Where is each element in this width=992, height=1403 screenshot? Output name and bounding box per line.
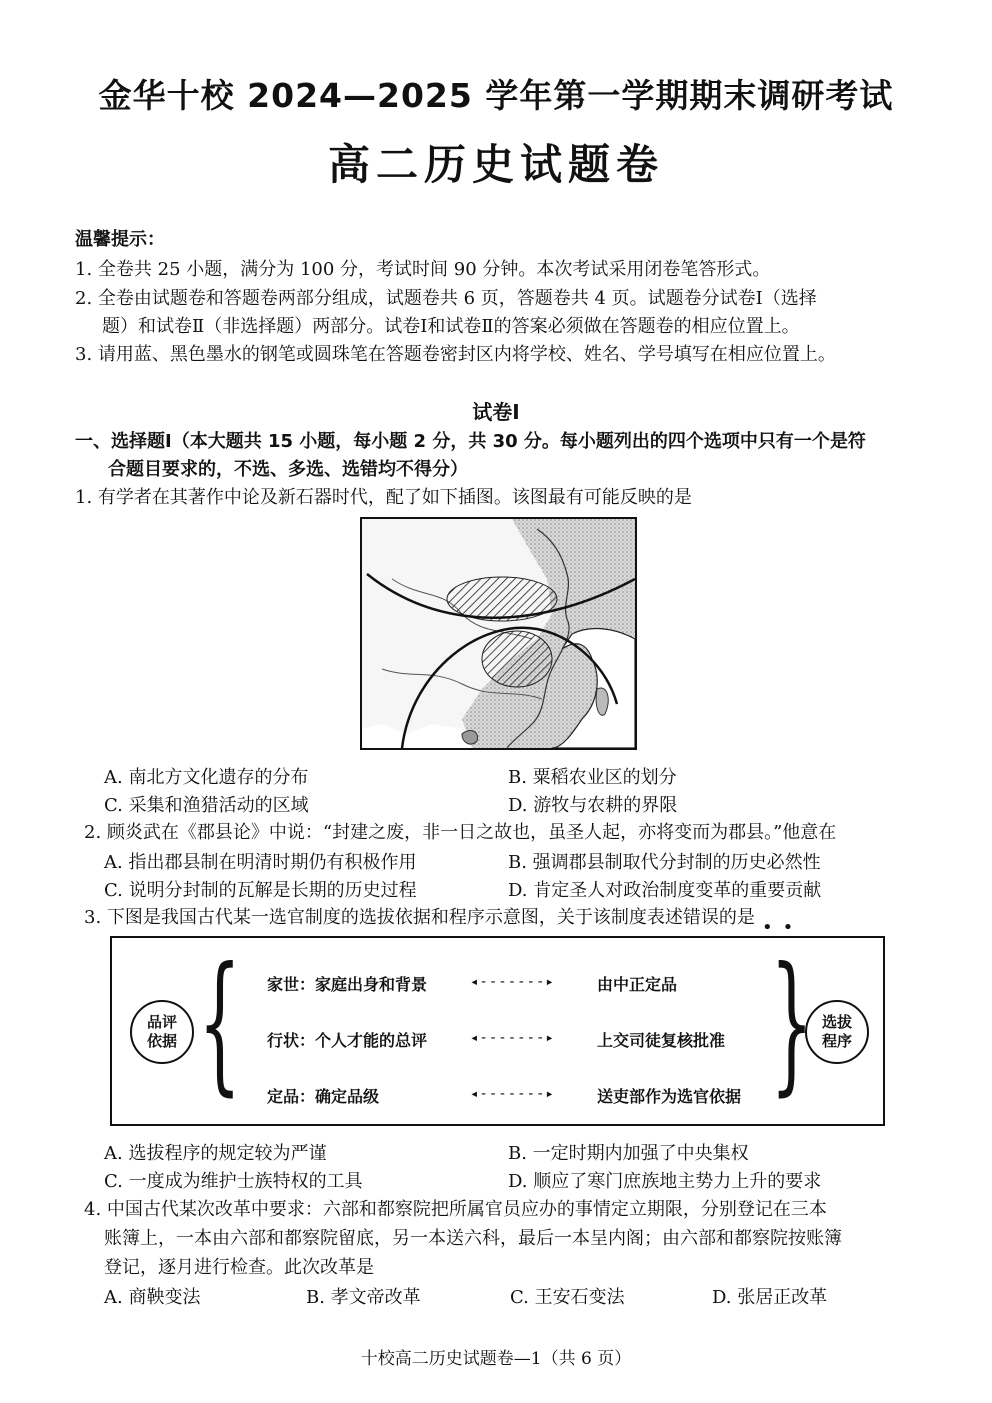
q2-option-b[interactable]: B. 强调郡县制取代分封制的历史必然性 bbox=[508, 852, 821, 873]
q2-option-a[interactable]: A. 指出郡县制在明清时期仍有积极作用 bbox=[104, 852, 417, 873]
q3-option-c[interactable]: C. 一度成为维护士族特权的工具 bbox=[104, 1171, 363, 1192]
row1-right-text: 由中正定品 bbox=[597, 975, 678, 994]
evaluation-basis-label: 品评依据 bbox=[146, 1013, 177, 1050]
island-shape bbox=[462, 730, 478, 744]
left-brace: { bbox=[198, 936, 242, 1110]
q1-option-b[interactable]: B. 粟稻农业区的划分 bbox=[508, 767, 677, 788]
island-shape bbox=[596, 688, 608, 715]
q3-option-a[interactable]: A. 选拔程序的规定较为严谨 bbox=[104, 1143, 327, 1164]
q4-option-c[interactable]: C. 王安石变法 bbox=[510, 1287, 625, 1308]
row2-right-text: 上交司徒复核批准 bbox=[597, 1031, 726, 1050]
notice-item-2-line-2: 题）和试卷Ⅱ（非选择题）两部分。试卷Ⅰ和试卷Ⅱ的答案必须做在答题卷的相应位置上。 bbox=[102, 316, 800, 337]
q2-option-c[interactable]: C. 说明分封制的瓦解是长期的历史过程 bbox=[104, 880, 417, 901]
row1-arrow: ◂-------▸ bbox=[470, 974, 555, 990]
q3-option-d[interactable]: D. 顺应了寒门庶族地主势力上升的要求 bbox=[508, 1171, 822, 1192]
map-illustration bbox=[362, 519, 635, 748]
notice-item-3: 3. 请用蓝、黑色墨水的钢笔或圆珠笔在答题卷密封区内将学校、姓名、学号填写在相应位置上。 bbox=[75, 344, 836, 365]
q2-stem: 2. 顾炎武在《郡县论》中说：“封建之废，非一日之故也，虽圣人起，亦将变而为郡县。”他意在 bbox=[84, 822, 837, 843]
row3-right-text: 送吏部作为选官依据 bbox=[597, 1087, 742, 1106]
q3-option-b[interactable]: B. 一定时期内加强了中央集权 bbox=[508, 1143, 749, 1164]
section-instruction-line-2: 合题目要求的，不选、多选、选错均不得分） bbox=[108, 459, 468, 480]
q1-option-d[interactable]: D. 游牧与农耕的界限 bbox=[508, 795, 678, 816]
q4-option-a[interactable]: A. 商鞅变法 bbox=[104, 1287, 201, 1308]
q4-stem-line-2: 账簿上，一本由六部和都察院留底，另一本送六科，最后一本呈内阁；由六部和都察院按账簿 bbox=[104, 1228, 842, 1249]
row2-left-text: 行状：个人才能的总评 bbox=[267, 1031, 428, 1050]
selection-procedure-label: 选拔程序 bbox=[821, 1013, 852, 1050]
emphasis-dots: •• bbox=[762, 917, 804, 938]
q1-stem: 1. 有学者在其著作中论及新石器时代，配了如下插图。该图最有可能反映的是 bbox=[75, 487, 692, 508]
neolithic-map-figure bbox=[360, 517, 637, 750]
right-brace: } bbox=[770, 936, 814, 1110]
row1-left-text: 家世：家庭出身和背景 bbox=[267, 975, 428, 994]
q1-option-a[interactable]: A. 南北方文化遗存的分布 bbox=[104, 767, 309, 788]
selection-procedure-circle bbox=[805, 1000, 869, 1064]
exam-title: 金华十校 2024—2025 学年第一学期期末调研考试 bbox=[98, 76, 894, 115]
evaluation-basis-circle bbox=[130, 1000, 194, 1064]
notice-item-1: 1. 全卷共 25 小题，满分为 100 分，考试时间 90 分钟。本次考试采用闭卷笔答形式。 bbox=[75, 259, 771, 280]
section-title: 试卷Ⅰ bbox=[472, 400, 520, 424]
notice-heading: 温馨提示： bbox=[75, 229, 165, 250]
section-instruction-line-1: 一、选择题Ⅰ（本大题共 15 小题，每小题 2 分，共 30 分。每小题列出的四个选项中只有一个是符 bbox=[75, 431, 866, 452]
selection-system-diagram bbox=[110, 936, 885, 1126]
southern-hatched-region bbox=[482, 631, 552, 687]
row3-arrow: ◂-------▸ bbox=[470, 1086, 555, 1102]
notice-item-2-line-1: 2. 全卷由试题卷和答题卷两部分组成，试题卷共 6 页，答题卷共 4 页。试题卷分试卷Ⅰ（选择 bbox=[75, 288, 817, 309]
q4-stem-line-3: 登记，逐月进行检查。此次改革是 bbox=[104, 1257, 374, 1278]
q4-option-d[interactable]: D. 张居正改革 bbox=[712, 1287, 828, 1308]
q4-stem-line-1: 4. 中国古代某次改革中要求：六部和都察院把所属官员应办的事情定立期限，分别登记在三本 bbox=[84, 1199, 827, 1220]
row2-arrow: ◂-------▸ bbox=[470, 1030, 555, 1046]
exam-subtitle: 高二历史试题卷 bbox=[327, 140, 664, 189]
q2-option-d[interactable]: D. 肯定圣人对政治制度变革的重要贡献 bbox=[508, 880, 822, 901]
q4-option-b[interactable]: B. 孝文帝改革 bbox=[306, 1287, 421, 1308]
q1-option-c[interactable]: C. 采集和渔猎活动的区域 bbox=[104, 795, 309, 816]
row3-left-text: 定品：确定品级 bbox=[267, 1087, 380, 1106]
q3-stem: 3. 下图是我国古代某一选官制度的选拔依据和程序示意图，关于该制度表述错误的是 bbox=[84, 907, 755, 928]
page-footer: 十校高二历史试题卷—1（共 6 页） bbox=[360, 1349, 632, 1369]
